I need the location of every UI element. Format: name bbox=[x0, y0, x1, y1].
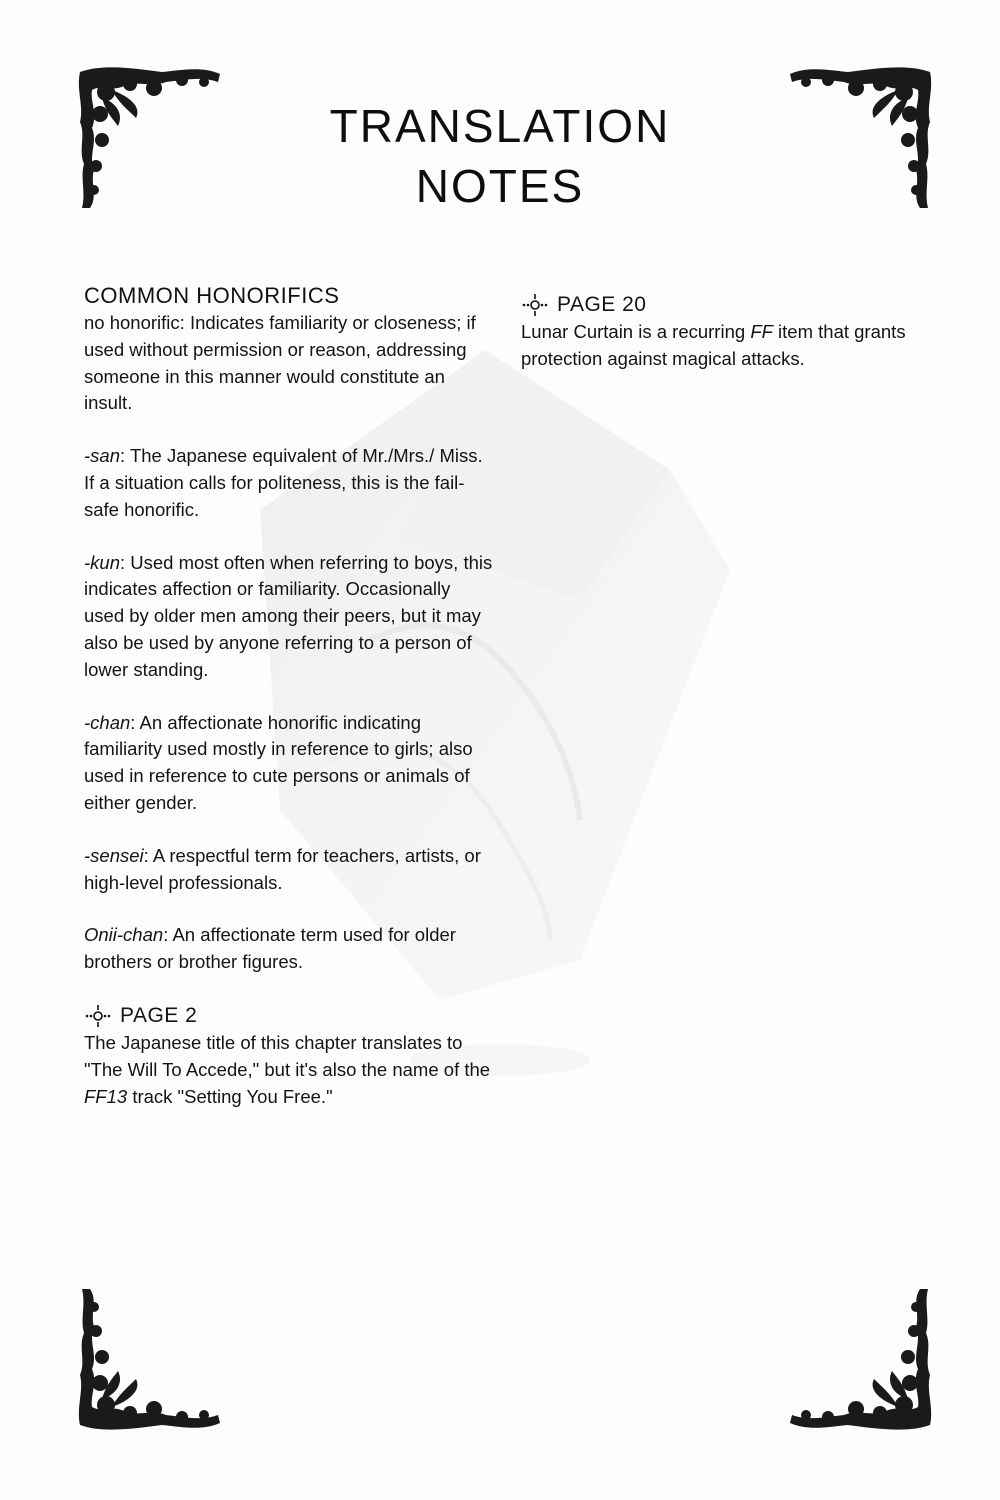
honorific-definition: Indicates familiarity or closeness; if used without permission or reason, addressing someone in this manner would constitute an insult. bbox=[84, 312, 476, 414]
honorific-definition: An affectionate term used for older brothers or brother figures. bbox=[84, 924, 456, 973]
honorific-entry-san: -san: The Japanese equivalent of Mr./Mrs./ Miss. If a situation calls for politeness, this is the fail-safe honorific. bbox=[84, 445, 483, 520]
honorific-definition: A respectful term for teachers, artists, or high-level professionals. bbox=[84, 844, 481, 893]
title-line-2: NOTES bbox=[415, 160, 585, 212]
honorific-entry-sensei: -sensei: A respectful term for teachers, artists, or high-level professionals. bbox=[84, 844, 481, 893]
diamond-crosshair-bullet-icon bbox=[521, 293, 549, 317]
page-title bbox=[0, 96, 1000, 216]
left-column bbox=[84, 282, 494, 1110]
note-text: Lunar Curtain is a recurring FF item that grants protection against magical attacks. bbox=[521, 321, 906, 369]
honorific-definition: An affectionate honorific indicating familiarity used mostly in reference to girls; also used in reference to cute persons or animals of either gender. bbox=[84, 711, 473, 813]
honorific-term: -sensei bbox=[84, 844, 144, 866]
honorific-entry-onii-chan: Onii-chan: An affectionate term used for older brothers or brother figures. bbox=[84, 924, 456, 973]
corner-ornament-bottom-right-icon bbox=[788, 1285, 938, 1435]
honorific-term: -chan bbox=[84, 711, 131, 733]
honorific-entry-none: no honorific: Indicates familiarity or closeness; if used without permission or reason, addressing someone in this manner would constitute an insult. bbox=[84, 312, 476, 414]
note-heading bbox=[521, 291, 921, 319]
honorific-definition: The Japanese equivalent of Mr./Mrs./ Miss. If a situation calls for politeness, this is the fail-safe honorific. bbox=[84, 445, 483, 520]
right-column bbox=[521, 291, 921, 373]
note-heading bbox=[84, 1002, 494, 1030]
honorifics-heading: COMMON HONORIFICS bbox=[84, 283, 340, 308]
honorific-term: -kun bbox=[84, 551, 120, 573]
honorific-term: -san bbox=[84, 445, 120, 467]
honorific-definition: Used most often when referring to boys, this indicates affection or familiarity. Occasionally used by older men among their peers, but it may also be used by anyone referring to a person of lower standing. bbox=[84, 551, 493, 680]
note-heading-label: PAGE 20 bbox=[557, 293, 647, 316]
game-title-italic: FF13 bbox=[84, 1085, 128, 1107]
note-page-20 bbox=[521, 291, 921, 373]
corner-ornament-bottom-left-icon bbox=[72, 1285, 222, 1435]
note-page-2 bbox=[84, 1002, 494, 1110]
honorific-entry-kun: -kun: Used most often when referring to boys, this indicates affection or familiarity. Occasionally used by older men among their peers, but it may also be used by anyone referring to a person of lower standing. bbox=[84, 551, 493, 680]
game-title-italic: FF bbox=[750, 321, 773, 342]
honorific-term: Onii-chan bbox=[84, 924, 164, 946]
title-line-1: TRANSLATION bbox=[329, 100, 671, 152]
honorific-term: no honorific bbox=[84, 312, 180, 333]
note-text: The Japanese title of this chapter translates to "The Will To Accede," but it's also the name of the FF13 track "Setting You Free." bbox=[84, 1031, 491, 1107]
note-heading-label: PAGE 2 bbox=[120, 1003, 198, 1027]
diamond-crosshair-bullet-icon bbox=[84, 1004, 112, 1028]
honorific-entry-chan: -chan: An affectionate honorific indicating familiarity used mostly in reference to girls; also used in reference to cute persons or animals of either gender. bbox=[84, 711, 473, 813]
